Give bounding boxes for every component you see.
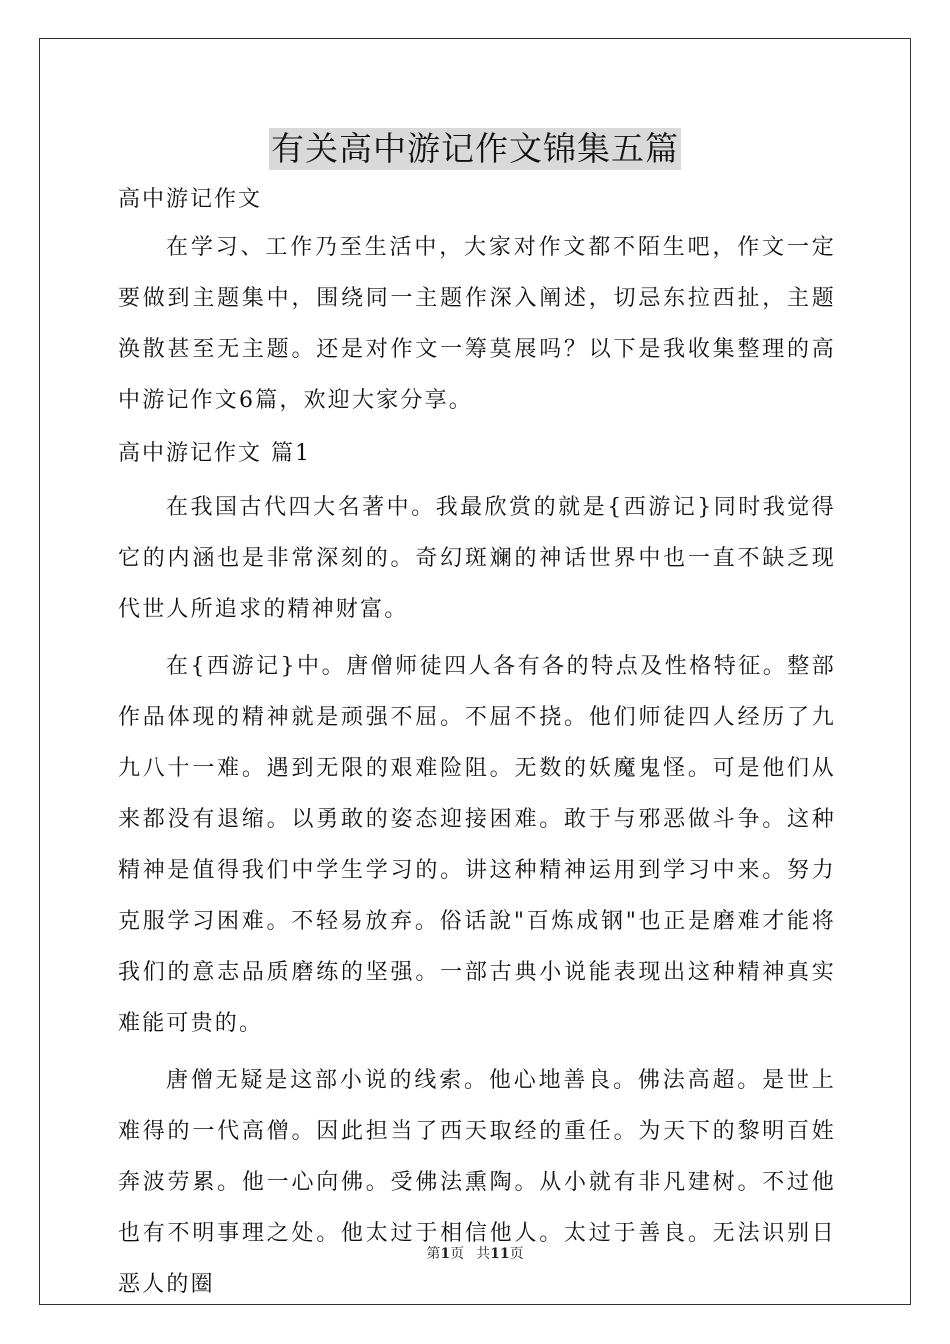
page-footer [0,1244,950,1264]
total-prefix: 共 [476,1246,491,1262]
document-body [118,178,836,1310]
page-number: 1 [440,1246,451,1262]
body-paragraph: 在{西游记}中。唐僧师徒四人各有各的特点及性格特征。整部作品体现的精神就是顽强不屈。不屈不挠。他们师徒四人经历了九九八十一难。遇到无限的艰难险阻。无数的妖魔鬼怪。可是他们从来都没有退缩。以勇敢的姿态迎接困难。敢于与邪恶做斗争。这种精神是值得我们中学生学习的。讲这种精神运用到学习中来。努力克服学习困难。不轻易放弃。俗话說"百炼成钢"也正是磨难才能将我们的意志品质磨练的坚强。一部古典小说能表现出这种精神真实难能可贵的。 [118,654,836,1036]
intro-paragraph: 在学习、工作乃至生活中，大家对作文都不陌生吧，作文一定要做到主题集中，围绕同一主题作深入阐述，切忌东拉西扯，主题涣散甚至无主题。还是对作文一筹莫展吗？以下是我收集整理的高中游记作文6篇，欢迎大家分享。 [118,235,836,413]
page-prefix: 第 [426,1246,441,1262]
body-paragraph: 唐僧无疑是这部小说的线索。他心地善良。佛法高超。是世上难得的一代高僧。因此担当了西天取经的重任。为天下的黎明百姓奔波劳累。他一心向佛。受佛法熏陶。从小就有非凡建树。不过他也有不明事理之处。他太过于相信他人。太过于善良。无法识别日恶人的圈 [118,1068,836,1297]
title-container [0,128,950,170]
section-heading: 高中游记作文 [118,187,263,212]
page-suffix: 页 [450,1246,465,1262]
total-pages: 11 [490,1246,510,1262]
body-paragraph: 在我国古代四大名著中。我最欣赏的就是{西游记}同时我觉得它的内涵也是非常深刻的。奇幻斑斓的神话世界中也一直不缺乏现代世人所追求的精神财富。 [118,495,836,622]
total-suffix: 页 [509,1246,524,1262]
document-title: 有关高中游记作文锦集五篇 [271,129,679,168]
article-heading: 高中游记作文 篇1 [118,441,311,466]
